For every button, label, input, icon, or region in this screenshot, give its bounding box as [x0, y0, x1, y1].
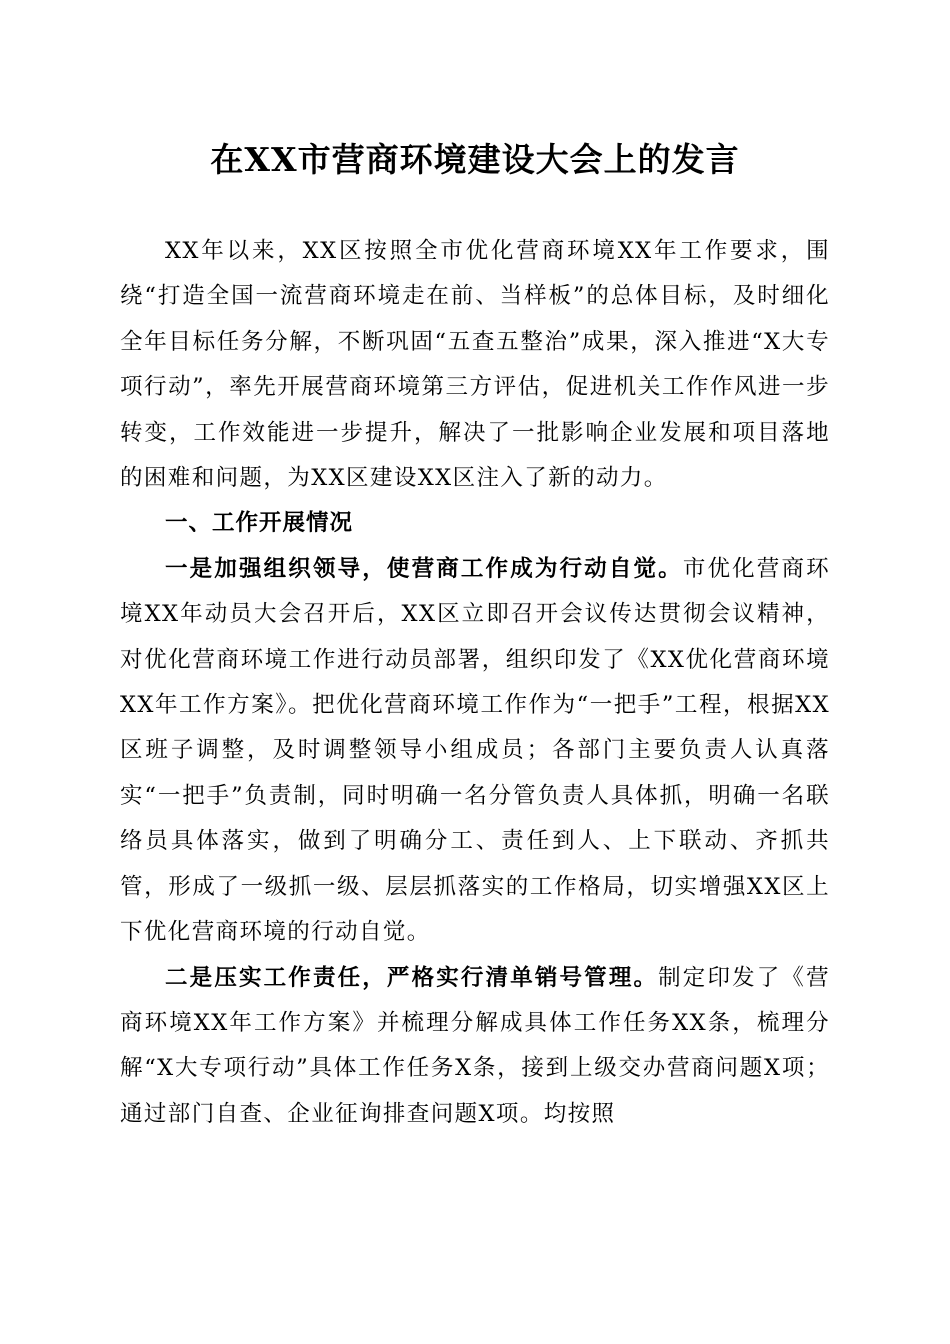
- item-two-lead: 二是压实工作责任，严格实行清单销号管理。: [165, 964, 659, 991]
- item-one-paragraph: [120, 547, 830, 956]
- item-one-text: 市优化营商环境XX年动员大会召开后，XX区立即召开会议传达贯彻会议精神，对优化营商环境工作进行动员部署，组织印发了《XX优化营商环境XX年工作方案》。把优化营商环境工作作为“一把手”工程，根据XX区班子调整，及时调整领导小组成员；各部门主要负责人认真落实“一把手”负责制，同时明确一名分管负责人具体抓，明确一名联络员具体落实，做到了明确分工、责任到人、上下联动、齐抓共管，形成了一级抓一级、层层抓落实的工作格局，切实增强XX区上下优化营商环境的行动自觉。: [120, 555, 830, 946]
- item-two-paragraph: [120, 956, 830, 1138]
- item-one-lead: 一是加强组织领导，使营商工作成为行动自觉。: [165, 555, 683, 582]
- intro-paragraph: XX年以来，XX区按照全市优化营商环境XX年工作要求，围绕“打造全国一流营商环境走在前、当样板”的总体目标，及时细化全年目标任务分解，不断巩固“五查五整治”成果，深入推进“X大专项行动”，率先开展营商环境第三方评估，促进机关工作作风进一步转变，工作效能进一步提升，解决了一批影响企业发展和项目落地的困难和问题，为XX区建设XX区注入了新的动力。: [120, 238, 830, 492]
- item-two-text: 制定印发了《营商环境XX年工作方案》并梳理分解成具体工作任务XX条，梳理分解“X大专项行动”具体工作任务X条，接到上级交办营商问题X项；通过部门自查、企业征询排查问题X项。均按照: [120, 964, 830, 1127]
- section-heading: 一、工作开展情况: [165, 510, 354, 537]
- document-body: [120, 229, 830, 1137]
- document-title: 在XX市营商环境建设大会上的发言: [210, 140, 740, 179]
